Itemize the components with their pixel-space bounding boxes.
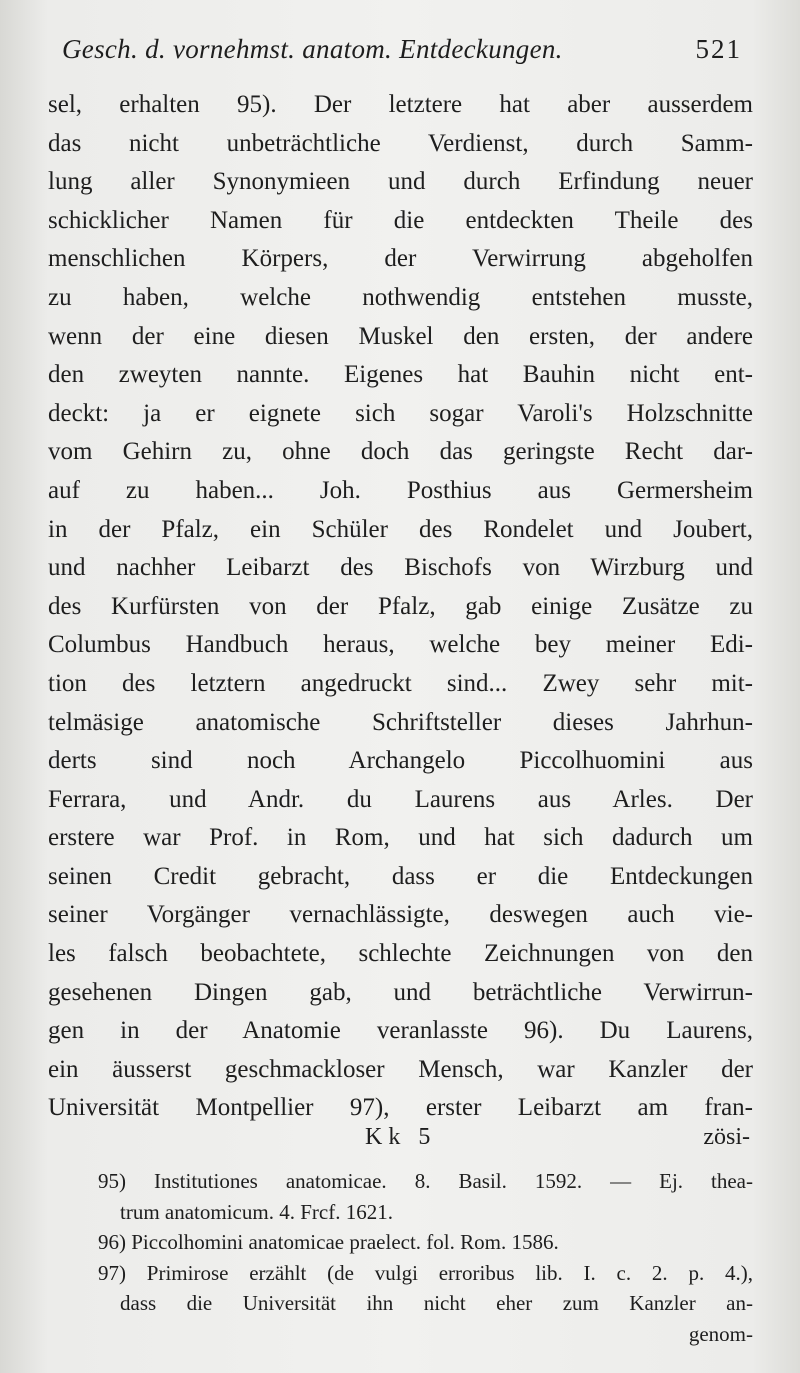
- page-foot-marks: [60, 1124, 750, 1158]
- text-line: telmäsige anatomische Schriftsteller dieses Jahrhun-: [48, 708, 753, 736]
- text-line: des Kurfürsten von der Pfalz, gab einige Zusätze zu: [48, 592, 753, 620]
- footnote-line: 97) Primirose erzählt (de vulgi erroribus lib. I. c. 2. p. 4.),: [98, 1260, 753, 1285]
- body-text: [48, 86, 753, 1128]
- text-line: wenn der eine diesen Muskel den ersten, der andere: [48, 322, 753, 350]
- text-line: tion des letztern angedruckt sind... Zwey sehr mit-: [48, 669, 753, 697]
- text-line: gesehenen Dingen gab, und beträchtliche Verwirrun-: [48, 978, 753, 1006]
- text-line: in der Pfalz, ein Schüler des Rondelet und Joubert,: [48, 515, 753, 543]
- text-line: deckt: ja er eignete sich sogar Varoli's Holzschnitte: [48, 399, 753, 427]
- text-line: sel, erhalten 95). Der letztere hat aber ausserdem: [48, 91, 753, 118]
- footnotes: [98, 1166, 753, 1349]
- footnote-line: trum anatomicum. 4. Frcf. 1621.: [120, 1199, 393, 1224]
- text-line: Ferrara, und Andr. du Laurens aus Arles. Der: [48, 785, 753, 813]
- catchword: zösi-: [703, 1124, 750, 1150]
- running-header: [62, 34, 742, 78]
- footnote-line: 95) Institutiones anatomicae. 8. Basil. 1592. — Ej. thea-: [98, 1169, 753, 1193]
- text-line: vom Gehirn zu, ohne doch das geringste Recht dar-: [48, 438, 753, 466]
- footnote-line: [98, 1319, 753, 1350]
- text-line: gen in der Anatomie veranlasste 96). Du Laurens,: [48, 1017, 753, 1045]
- text-line: derts sind noch Archangelo Piccolhuomini aus: [48, 747, 753, 775]
- signature-mark: Kk 5: [365, 1124, 437, 1150]
- text-line: ein äusserst geschmackloser Mensch, war Kanzler der: [48, 1055, 753, 1083]
- text-line: und nachher Leibarzt des Bischofs von Wirzburg und: [48, 554, 753, 582]
- text-line: lung aller Synonymieen und durch Erfindung neuer: [48, 168, 753, 196]
- running-title: Gesch. d. vornehmst. anatom. Entdeckungen.: [62, 34, 563, 64]
- text-line: auf zu haben... Joh. Posthius aus Germersheim: [48, 476, 753, 504]
- footnote-continuation: genom-: [688, 1321, 753, 1346]
- text-line: Columbus Handbuch heraus, welche bey meiner Edi-: [48, 631, 753, 659]
- footnote-line: 96) Piccolhomini anatomicae praelect. fol. Rom. 1586.: [98, 1230, 559, 1254]
- text-line: den zweyten nannte. Eigenes hat Bauhin nicht ent-: [48, 361, 753, 389]
- text-line: erstere war Prof. in Rom, und hat sich dadurch um: [48, 824, 753, 852]
- text-line: das nicht unbeträchtliche Verdienst, durch Samm-: [48, 129, 753, 157]
- text-line: menschlichen Körpers, der Verwirrung abgeholfen: [48, 245, 753, 273]
- text-line: Universität Montpellier 97), erster Leibarzt am fran-: [48, 1094, 753, 1122]
- text-line: les falsch beobachtete, schlechte Zeichnungen von den: [48, 940, 753, 968]
- text-line: schicklicher Namen für die entdeckten Theile des: [48, 206, 753, 234]
- page-number: 521: [695, 34, 742, 64]
- footnote-line: dass die Universität ihn nicht eher zum Kanzler an-: [120, 1291, 753, 1315]
- text-line: seinen Credit gebracht, dass er die Entdeckungen: [48, 862, 753, 890]
- text-line: seiner Vorgänger vernachlässigte, deswegen auch vie-: [48, 901, 753, 929]
- text-line: zu haben, welche nothwendig entstehen musste,: [48, 283, 753, 311]
